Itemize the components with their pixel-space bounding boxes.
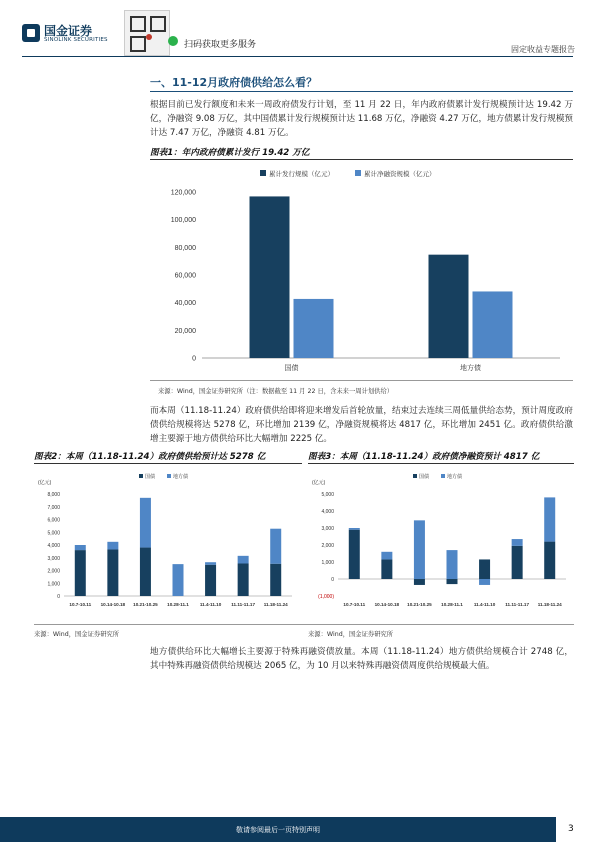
bar-local — [173, 564, 184, 596]
legend-swatch — [167, 474, 171, 478]
bar-local — [479, 579, 490, 585]
paragraph-3: 地方债供给环比大幅增长主要源于特殊再融资债放量。本周（11.18-11.24）地方债供给规模合计 2748 亿，其中特殊再融资债供给规模达 2065 亿，为 10 月以来特殊再融资债周度供给规模最大值。 — [150, 647, 573, 672]
y-tick-label: 2,000 — [47, 568, 60, 575]
x-tick-label: 11.18-11.24 — [263, 602, 288, 607]
figure-2-title: 图表2：本周（11.18-11.24）政府债供给预计达 5278 亿 — [34, 452, 266, 462]
bar-net-financing — [294, 299, 334, 358]
x-tick-label: 10.21-10.25 — [407, 602, 432, 607]
bar-treasury — [544, 542, 555, 579]
bar-local — [140, 498, 151, 548]
y-tick-label: 6,000 — [47, 517, 60, 524]
source-divider — [34, 624, 574, 625]
chart-weekly-supply — [34, 468, 300, 618]
x-tick-label: 地方债 — [460, 365, 481, 372]
figure-3-source: 来源：Wind，国金证券研究所 — [308, 631, 394, 638]
qr-corner — [130, 36, 146, 52]
section-divider — [150, 91, 573, 92]
bar-treasury — [107, 549, 118, 596]
chart-cumulative-issuance — [150, 162, 573, 378]
figure-3-title: 图表3：本周（11.18-11.24）政府债净融资预计 4817 亿 — [308, 452, 540, 462]
legend-swatch — [260, 170, 266, 176]
bar-treasury — [381, 559, 392, 579]
unit-label: (亿元) — [312, 480, 326, 486]
y-tick-label: 7,000 — [47, 504, 60, 511]
y-tick-label: 1,000 — [321, 560, 334, 566]
bar-local — [75, 545, 86, 550]
y-tick-label: 120,000 — [170, 189, 196, 197]
legend-label: 累计净融资规模（亿元） — [364, 171, 436, 178]
brand-name: 国金证券 — [44, 24, 93, 38]
source-divider — [150, 380, 573, 381]
x-tick-label: 11.18-11.24 — [537, 602, 562, 607]
legend-swatch — [355, 170, 361, 176]
x-tick-label: 10.14-10.18 — [100, 602, 126, 607]
y-tick-label: 5,000 — [47, 530, 60, 537]
bar-treasury — [140, 548, 151, 596]
x-tick-label: 10.28-11.1 — [441, 602, 463, 607]
bar-local — [381, 552, 392, 560]
legend-label: 地方债 — [447, 474, 463, 480]
y-tick-label: 0 — [57, 594, 60, 600]
y-tick-label: 4,000 — [47, 543, 60, 549]
y-tick-label: (1,000) — [318, 594, 334, 600]
x-tick-label: 10.7-10.11 — [343, 602, 366, 607]
bar-local — [544, 497, 555, 541]
x-tick-label: 10.14-10.18 — [374, 602, 400, 607]
bar-local — [447, 550, 458, 579]
figure-2-divider — [34, 463, 302, 464]
bar-treasury — [238, 563, 249, 596]
x-tick-label: 10.28-11.1 — [167, 602, 189, 607]
figure-1-title: 图表1：年内政府债累计发行 19.42 万亿 — [150, 148, 310, 158]
chart-weekly-net-financing — [308, 468, 574, 618]
bar-local — [238, 556, 249, 564]
qr-corner — [150, 16, 166, 32]
qr-center-logo — [146, 34, 152, 40]
header-divider — [22, 56, 573, 57]
bar-local — [205, 562, 216, 565]
x-tick-label: 10.7-10.11 — [69, 602, 92, 607]
legend-label: 地方债 — [173, 474, 189, 480]
bar-treasury — [205, 565, 216, 596]
bar-local — [107, 542, 118, 550]
y-tick-label: 1,000 — [47, 581, 60, 588]
figure-1-source: 来源：Wind，国金证券研究所（注：数据截至 11 月 22 日，含未来一周计划供给） — [158, 388, 394, 395]
bar-treasury — [479, 559, 490, 579]
figure-3-divider — [308, 463, 574, 464]
y-tick-label: 60,000 — [174, 272, 196, 280]
bar-issuance — [429, 255, 469, 358]
x-tick-label: 国债 — [284, 365, 299, 372]
bar-local — [512, 539, 523, 546]
legend-swatch — [441, 474, 445, 478]
wechat-icon — [168, 36, 178, 46]
bar-net-financing — [473, 291, 513, 358]
qr-corner — [130, 16, 146, 32]
bar-treasury — [349, 530, 360, 579]
x-tick-label: 11.11-11.17 — [505, 602, 530, 607]
bar-local — [349, 528, 360, 530]
y-tick-label: 3,000 — [47, 555, 60, 562]
report-type: 固定收益专题报告 — [511, 45, 575, 54]
brand-logo-icon — [22, 24, 40, 42]
paragraph-1: 根据目前已发行额度和未来一周政府债发行计划，至 11 月 22 日，年内政府债累计发行规模预计达 19.42 万亿，净融资 9.08 万亿，其中国债累计发行规模预计达 11.68 万亿，净融资 4.27 万亿，地方债累计发行规模预计达 7.47 万亿，净融资 4.81 万亿。 — [150, 100, 574, 139]
y-tick-label: 0 — [331, 577, 334, 583]
legend-swatch — [413, 474, 417, 478]
bar-issuance — [250, 196, 290, 358]
y-tick-label: 2,000 — [321, 543, 334, 549]
legend-swatch — [139, 474, 143, 478]
y-tick-label: 80,000 — [174, 244, 196, 252]
bar-treasury — [75, 550, 86, 596]
y-tick-label: 5,000 — [321, 492, 334, 498]
legend-label: 累计发行规模（亿元） — [269, 171, 334, 178]
y-tick-label: 0 — [192, 355, 196, 363]
y-tick-label: 20,000 — [174, 327, 196, 335]
bar-treasury — [270, 564, 281, 596]
brand-name-en: SINOLINK SECURITIES — [44, 37, 108, 43]
bar-treasury — [414, 579, 425, 585]
bar-local — [414, 520, 425, 579]
y-tick-label: 100,000 — [170, 217, 196, 225]
page-number: 3 — [568, 824, 574, 834]
bar-treasury — [512, 546, 523, 579]
bar-local — [270, 529, 281, 564]
x-tick-label: 11.11-11.17 — [231, 602, 256, 607]
x-tick-label: 10.21-10.25 — [133, 602, 158, 607]
paragraph-2: 而本周（11.18-11.24）政府债供给即将迎来增发后首轮放量，结束过去连续三周低量供给态势，预计周度政府债供给规模将达 5278 亿，环比增加 2139 亿，净融资规模将达 4817 亿，环比增加 2451 亿。政府债供给激增主要源于地方债供给环比大幅增加 2225 亿。 — [150, 406, 573, 445]
footer-disclaimer: 敬请参阅最后一页特别声明 — [236, 826, 320, 834]
bar-treasury — [447, 579, 458, 584]
y-tick-label: 4,000 — [321, 509, 334, 515]
y-tick-label: 8,000 — [47, 492, 60, 498]
figure-1-divider — [150, 159, 573, 160]
scan-prompt: 扫码获取更多服务 — [184, 40, 257, 50]
figure-2-source: 来源：Wind，国金证券研究所 — [34, 631, 120, 638]
y-tick-label: 3,000 — [321, 526, 334, 532]
section-title: 一、11-12月政府债供给怎么看？ — [150, 76, 318, 89]
x-tick-label: 11.4-11.10 — [199, 602, 222, 607]
unit-label: (亿元) — [38, 480, 52, 486]
legend-label: 国债 — [419, 474, 430, 480]
legend-label: 国债 — [145, 474, 156, 480]
x-tick-label: 11.4-11.10 — [473, 602, 496, 607]
y-tick-label: 40,000 — [174, 300, 196, 308]
